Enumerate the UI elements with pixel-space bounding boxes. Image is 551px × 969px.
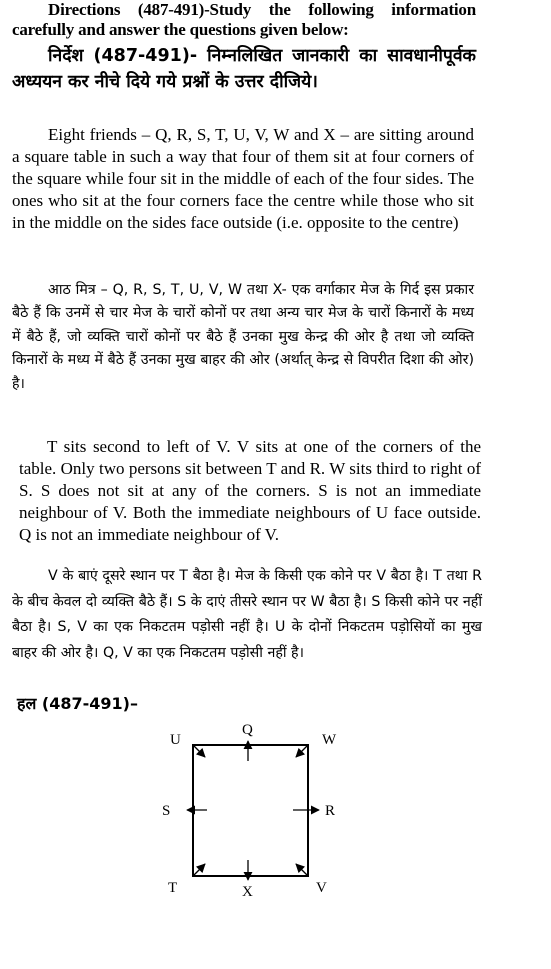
conditions-english: T sits second to left of V. V sits at one of the corners of the table. Only two persons sit between T and R. W sits third to right of S. S does not sit at any of the corners. S is not an immediate neighbour of V. Both the immediate neighbours of U face outside. Q is not an immediate neighbour of V.	[19, 437, 481, 544]
arrow-t	[193, 864, 205, 876]
label-x: X	[242, 884, 253, 900]
directions-english: Directions (487-491)-Study the following information carefully and answer the questions given below:	[12, 0, 476, 39]
label-q: Q	[242, 722, 253, 738]
label-t: T	[168, 880, 178, 896]
arrow-u	[193, 745, 205, 757]
solution-heading: हल (487-491)–	[17, 694, 138, 713]
label-w: W	[322, 732, 337, 748]
arrow-v	[296, 864, 308, 876]
label-u: U	[170, 732, 181, 748]
square-table	[193, 745, 308, 876]
arrangement-hindi: आठ मित्र – Q, R, S, T, U, V, W तथा X- एक वर्गाकार मेज के गिर्द इस प्रकार बैठे हैं कि उनमें से चार मेज के चारों कोनों पर तथा अन्य चार मेज के चारों किनारों के मध्य में बैठे हैं, जो व्यक्ति चारों कोनों पर बैठे हैं उनका मुख केन्द्र की ओर है तथा जो व्यक्ति किनारों के मध्य में बैठे हैं उनका मुख बाहर की ओर (अर्थात् केन्द्र से विपरीत दिशा की ओर) है।	[12, 282, 474, 392]
arrow-w	[296, 745, 308, 757]
directions-hindi: निर्देश (487-491)- निम्नलिखित जानकारी का सावधानीपूर्वक अध्ययन कर नीचे दिये गये प्रश्नों के उत्तर दीजिये।	[12, 46, 476, 92]
arrangement-english: Eight friends – Q, R, S, T, U, V, W and X – are sitting around a square table in such a way that four of them sit at four corners of the square while four sit in the middle of each of the four sides. The ones who sit at the four corners face the centre while those who sit in the middle on the sides face outside (i.e. opposite to the centre)	[12, 125, 474, 232]
label-r: R	[325, 803, 336, 819]
label-v: V	[316, 880, 327, 896]
seating-diagram	[150, 714, 350, 904]
label-s: S	[162, 803, 171, 819]
conditions-hindi: V के बाएं दूसरे स्थान पर T बैठा है। मेज के किसी एक कोने पर V बैठा है। T तथा R के बीच केवल दो व्यक्ति बैठे हैं। S के दाएं तीसरे स्थान पर W बैठा है। S किसी कोने पर नहीं बैठा है। S, V का एक निकटतम पड़ोसी नहीं है। U के दोनों निकटतम पड़ोसियों का मुख बाहर की ओर है। Q, V का एक निकटतम पड़ोसी नहीं है।	[12, 568, 482, 661]
